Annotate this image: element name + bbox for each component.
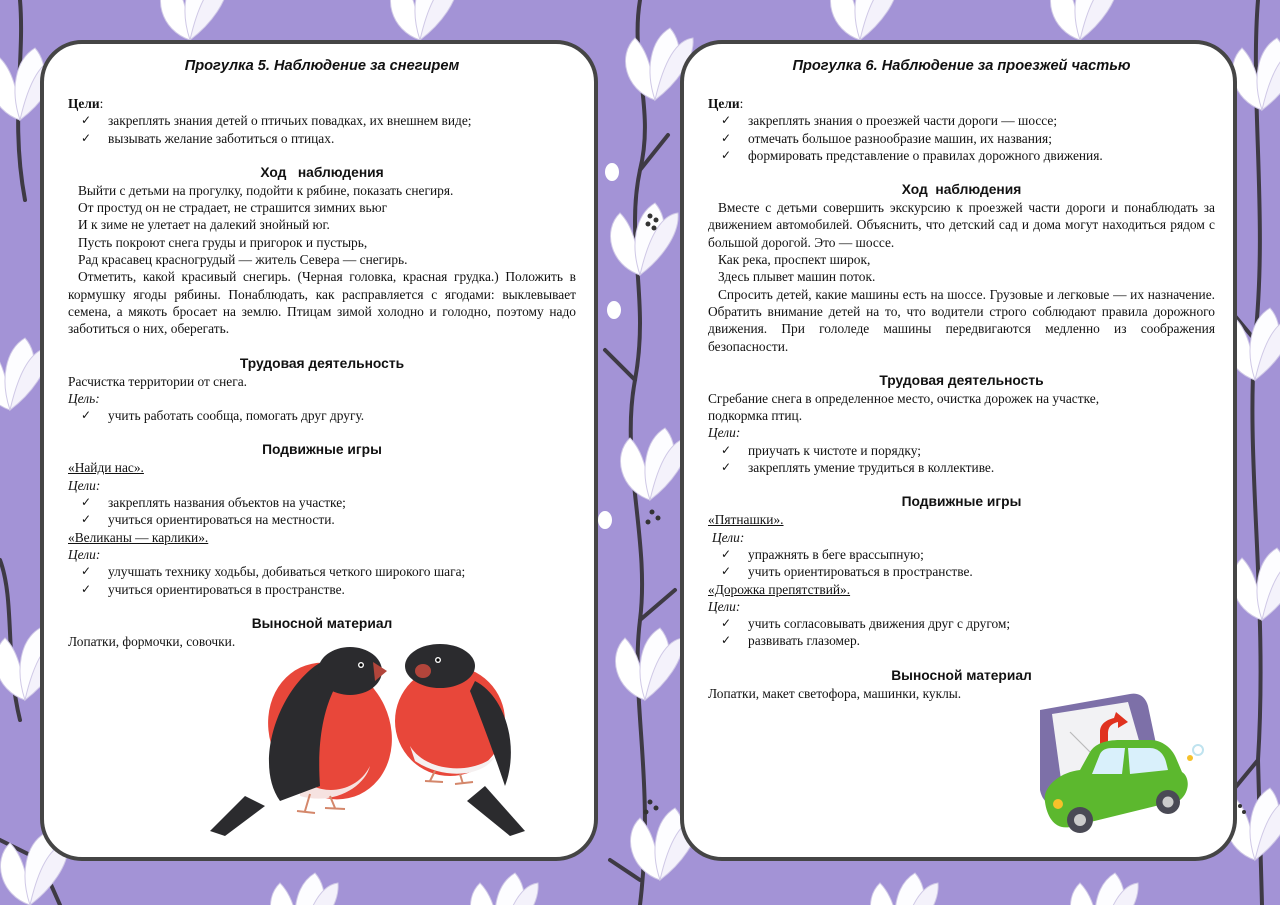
goals-label: Цели:: [708, 96, 744, 111]
game-name: «Пятнашки».: [708, 512, 784, 528]
game-name: «Дорожка препятствий».: [708, 581, 851, 597]
goal-item: ✓ учиться ориентироваться в пространстве.: [81, 581, 345, 597]
goal-item: ✓ упражнять в беге врассыпную;: [721, 546, 924, 562]
checkmark-icon: ✓: [81, 581, 92, 596]
bullfinch-right: [395, 644, 525, 836]
goal-item: ✓ закреплять умение трудиться в коллективе.: [721, 460, 995, 476]
checkmark-icon: ✓: [721, 546, 732, 561]
observation-heading: Ход наблюдения: [260, 164, 384, 180]
game-name: «Великаны — карлики».: [68, 529, 209, 545]
bullfinches-illustration: [205, 636, 545, 841]
checkmark-icon: ✓: [81, 564, 92, 579]
checkmark-icon: ✓: [81, 113, 92, 128]
labor-text: Расчистка территории от снега.: [68, 373, 248, 389]
checkmark-icon: ✓: [721, 442, 732, 457]
poem-line: И к зиме не улетает на далекий знойный юг.: [78, 217, 330, 233]
goal-item: ✓ закреплять знания детей о птичьих повадках, их внешнем виде;: [81, 113, 472, 129]
game-goals-label: Цели:: [68, 477, 101, 493]
checkmark-icon: ✓: [721, 460, 732, 475]
game-goals-label: Цели:: [712, 529, 745, 545]
checkmark-icon: ✓: [721, 147, 732, 162]
bullfinch-left: [210, 642, 414, 836]
goal-item: ✓ отмечать большое разнообразие машин, их названия;: [721, 130, 1052, 146]
checkmark-icon: ✓: [81, 130, 92, 145]
labor-heading: Трудовая деятельность: [879, 372, 1044, 388]
checkmark-icon: ✓: [81, 408, 92, 423]
checkmark-icon: ✓: [721, 564, 732, 579]
game-goals-list: [68, 563, 576, 598]
poem-line: Здесь плывет машин поток.: [718, 269, 876, 285]
labor-goals-list: [68, 407, 576, 424]
poem-line: Пусть покроют снега груды и пригорок и пустырь,: [78, 234, 368, 250]
material-text: Лопатки, макет светофора, машинки, куклы.: [708, 685, 962, 701]
observation-paragraph: Отметить, какой красивый снегирь. (Черная головка, красная грудка.) Положить в кормушку ягоды рябины. Понаблюдать, как расправляется с ягодами: выклевывает семена, а мякоть бросает на землю. Птицам зимой холодно и голодно, поэтому надо заботиться о них, оберегать.: [68, 269, 576, 337]
checkmark-icon: ✓: [721, 633, 732, 648]
game-name: «Найди нас».: [68, 460, 144, 476]
observation-line: Выйти с детьми на прогулку, подойти к рябине, показать снегиря.: [78, 182, 454, 198]
goal-item: ✓ вызывать желание заботиться о птицах.: [81, 130, 335, 146]
labor-goal-label: Цели:: [708, 425, 741, 441]
poem-line: От простуд он не страдает, не страшится зимних вьюг: [78, 200, 388, 216]
games-heading: Подвижные игры: [901, 494, 1022, 510]
game-goals-label: Цели:: [708, 598, 741, 614]
goal-item: ✓ учиться ориентироваться на местности.: [81, 512, 335, 528]
goal-item: ✓ закреплять знания о проезжей части дороги — шоссе;: [721, 113, 1058, 129]
goals-label: Цели:: [68, 96, 104, 111]
game-goals-list: [708, 546, 1215, 581]
labor-goals-list: [708, 442, 1215, 477]
games-heading: Подвижные игры: [262, 442, 382, 458]
labor-text: Сгребание снега в определенное место, очистка дорожек на участке, подкормка птиц.: [708, 390, 1100, 424]
card-title: Прогулка 5. Наблюдение за снегирем: [184, 58, 460, 74]
material-text: Лопатки, формочки, совочки.: [68, 633, 236, 649]
goal-item: ✓ формировать представление о правилах дорожного движения.: [721, 147, 1103, 163]
checkmark-icon: ✓: [81, 495, 92, 510]
checkmark-icon: ✓: [721, 130, 732, 145]
labor-heading: Трудовая деятельность: [239, 355, 405, 371]
goal-item: ✓ учить работать сообща, помогать друг другу.: [81, 408, 365, 424]
goal-item: ✓ закреплять названия объектов на участке;: [81, 495, 346, 511]
checkmark-icon: ✓: [81, 512, 92, 527]
goal-item: ✓ улучшать технику ходьбы, добиваться четкого широкого шага;: [81, 564, 466, 580]
poem-line: Рад красавец красногрудый — житель Севера — снегирь.: [78, 252, 408, 268]
game-goals-list: [68, 494, 576, 529]
observation-paragraph: Спросить детей, какие машины есть на шоссе. Грузовые и легковые — их назначение. Обратить внимание детей на то, что водители строго соблюдают правила дорожного движения. При гололеде машины передвигаются медленно из соображения безопасности.: [708, 286, 1215, 354]
observation-heading: Ход наблюдения: [901, 182, 1022, 198]
goal-item: ✓ развивать глазомер.: [721, 633, 861, 649]
game-goals-label: Цели:: [68, 546, 101, 562]
goals-list: [68, 112, 576, 147]
car-navigator-illustration: [1030, 692, 1205, 842]
material-heading: Выносной материал: [891, 667, 1032, 683]
checkmark-icon: ✓: [721, 616, 732, 631]
observation-paragraph: Вместе с детьми совершить экскурсию к проезжей части дороги и понаблюдать за движением автомобилей. Объяснить, что детский сад и дома могут находиться рядом с большой дорогой. Это — шоссе.: [708, 200, 1215, 250]
checkmark-icon: ✓: [721, 113, 732, 128]
labor-goal-label: Цель:: [68, 390, 100, 406]
goals-list: [708, 112, 1215, 164]
goal-item: ✓ приучать к чистоте и порядку;: [721, 442, 921, 458]
goal-item: ✓ учить согласовывать движения друг с другом;: [721, 616, 1011, 632]
goal-item: ✓ учить ориентироваться в пространстве.: [721, 564, 973, 580]
game-goals-list: [708, 615, 1215, 650]
material-heading: Выносной материал: [251, 615, 393, 631]
card-title: Прогулка 6. Наблюдение за проезжей частью: [792, 58, 1131, 74]
poem-line: Как река, проспект широк,: [718, 252, 871, 268]
